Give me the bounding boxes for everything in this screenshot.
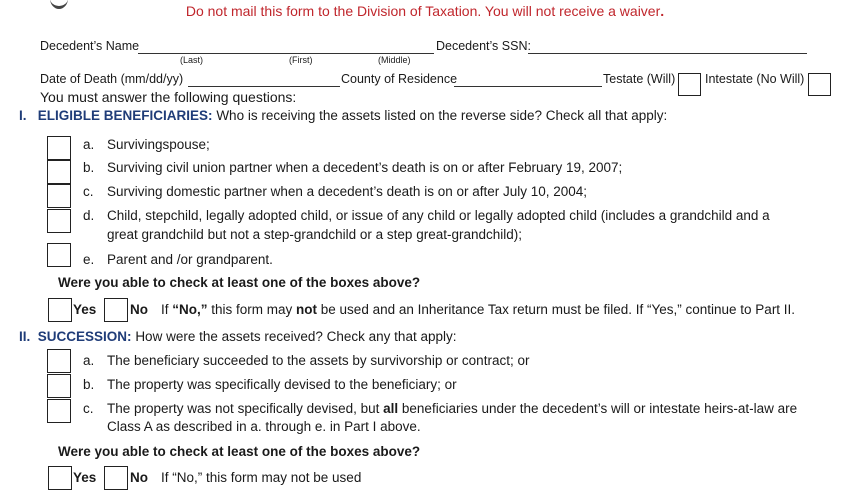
part1-yes-checkbox[interactable] [48, 298, 72, 322]
county-label: County of Residence [341, 72, 458, 86]
part2-yes-checkbox[interactable] [48, 466, 72, 490]
ssn-label: Decedent’s SSN: [436, 39, 531, 53]
part2-if-no-instruction: If “No,” this form may not be used [161, 470, 362, 485]
mail-warning: Do not mail this form to the Division of Taxation. You will not receive a waiver. [185, 3, 665, 19]
testate-checkbox[interactable] [678, 73, 701, 96]
intestate-checkbox[interactable] [808, 73, 831, 96]
date-of-death-label: Date of Death (mm/dd/yy) [40, 72, 184, 86]
part2-checkbox-b[interactable] [47, 374, 71, 398]
part1-checkbox-a[interactable] [47, 136, 71, 160]
last-caption: (Last) [180, 55, 204, 65]
decedent-name-field[interactable] [138, 53, 434, 54]
part1-item-c-letter: c. [83, 184, 94, 199]
part2-item-a-letter: a. [83, 353, 95, 368]
part1-if-no-instruction: If “No,” this form may not be used and an Inheritance Tax return must be filed. If “Yes,” continue to Part II. [161, 302, 796, 317]
part1-checkbox-c[interactable] [47, 184, 71, 208]
part1-item-d-letter: d. [83, 208, 95, 223]
part2-yes-label: Yes [73, 470, 97, 485]
part2-heading: II. SUCCESSION: How were the assets received? Check any that apply: [19, 329, 457, 344]
part1-check-question: Were you able to check at least one of the boxes above? [58, 275, 421, 290]
first-caption: (First) [289, 55, 313, 65]
part1-no-label: No [130, 302, 148, 317]
part2-item-b-text: The property was specifically devised to the beneficiary; or [107, 377, 457, 392]
middle-caption: (Middle) [378, 55, 411, 65]
testate-label: Testate (Will) [603, 72, 676, 86]
part1-item-e-text: Parent and /or grandparent. [107, 252, 273, 267]
part2-no-checkbox[interactable] [104, 466, 128, 490]
intestate-label: Intestate (No Will) [705, 72, 805, 86]
ssn-field[interactable] [528, 53, 807, 54]
part1-item-d-text-line2: great grandchild but not a step-grandchild or a step great-grandchild); [107, 227, 522, 242]
part1-heading: I. ELIGIBLE BENEFICIARIES: Who is receiving the assets listed on the reverse side? Check all that apply: [19, 108, 668, 123]
part1-item-d-text: Child, stepchild, legally adopted child, or issue of any child or legally adopted child (includes a grandchild and a [107, 208, 770, 223]
part1-item-c-text: Surviving domestic partner when a decedent’s death is on or after July 10, 2004; [107, 184, 588, 199]
part1-checkbox-e[interactable] [47, 243, 71, 267]
part2-checkbox-a[interactable] [47, 349, 71, 373]
part2-item-c-text-line2: Class A as described in a. through e. in Part I above. [107, 419, 421, 434]
part1-yes-label: Yes [73, 302, 97, 317]
county-field[interactable] [454, 86, 602, 87]
part1-no-checkbox[interactable] [104, 298, 128, 322]
part1-item-b-letter: b. [83, 160, 95, 175]
part2-check-question: Were you able to check at least one of the boxes above? [58, 444, 421, 459]
must-answer-text: You must answer the following questions: [40, 89, 297, 105]
part1-checkbox-b[interactable] [47, 160, 71, 184]
part2-item-b-letter: b. [83, 377, 95, 392]
part2-item-c-text: The property was not specifically devised, but all beneficiaries under the decedent’s will or intestate heirs-at-law are [107, 401, 798, 416]
part1-item-e-letter: e. [83, 252, 95, 267]
decedent-name-label: Decedent’s Name [40, 39, 140, 53]
part1-item-a-text: Survivingspouse; [107, 137, 210, 152]
part2-checkbox-c[interactable] [47, 399, 71, 423]
part1-item-b-text: Surviving civil union partner when a decedent’s death is on or after February 19, 2007; [107, 160, 623, 175]
part2-no-label: No [130, 470, 148, 485]
part1-checkbox-d[interactable] [47, 209, 71, 233]
part1-item-a-letter: a. [83, 137, 95, 152]
part2-item-a-text: The beneficiary succeeded to the assets by survivorship or contract; or [107, 353, 530, 368]
part2-item-c-letter: c. [83, 401, 94, 416]
date-of-death-field[interactable] [188, 86, 340, 87]
